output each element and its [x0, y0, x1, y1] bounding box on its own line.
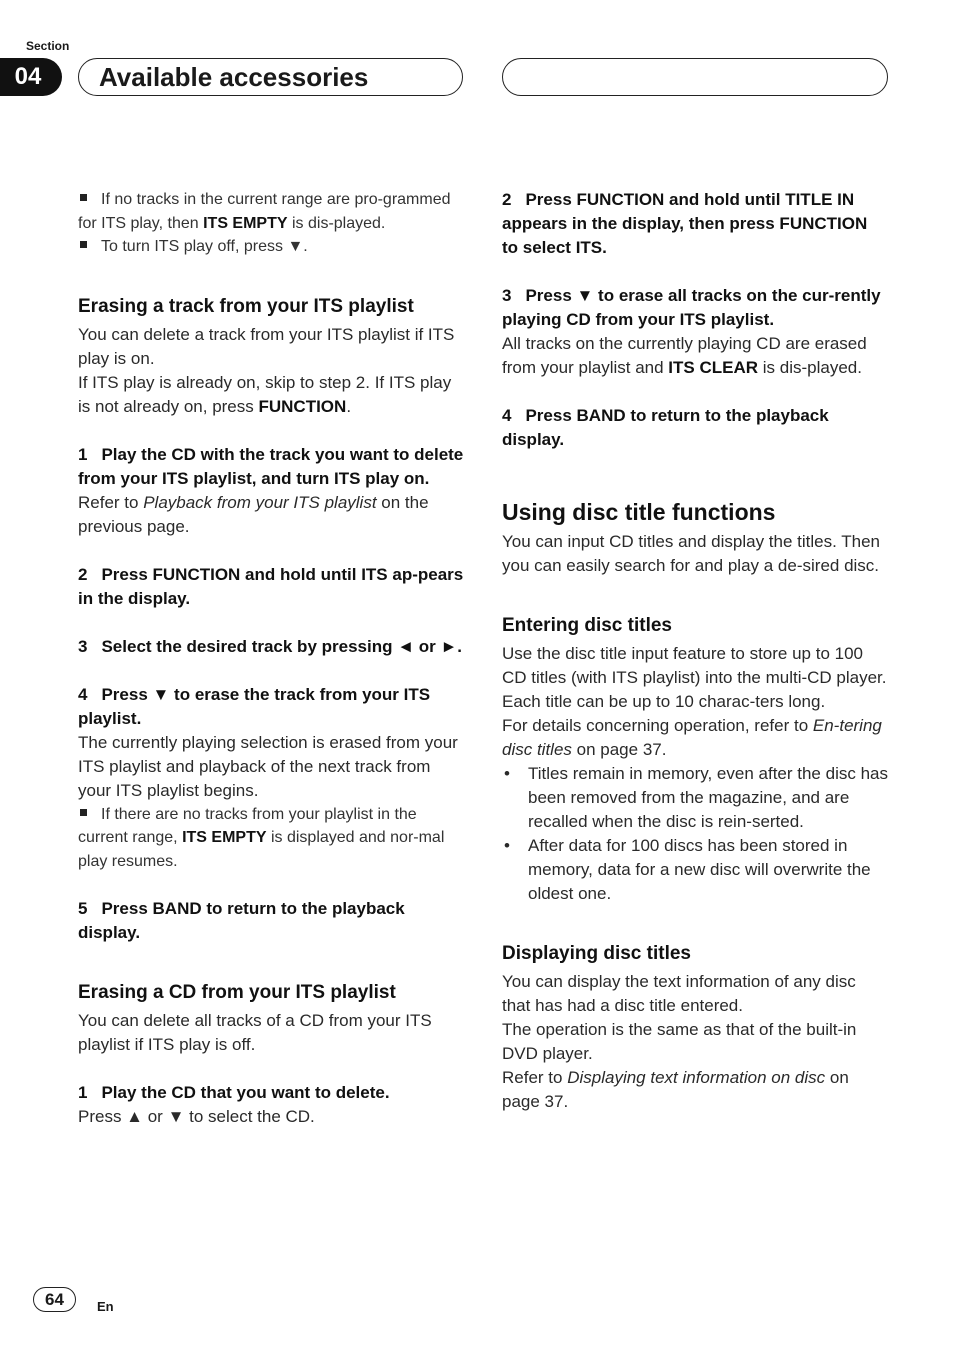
- paragraph: The operation is the same as that of the built-in DVD player.: [502, 1020, 857, 1063]
- header-blank-box: [502, 58, 888, 96]
- step-cd-3-body: All tracks on the currently playing CD are erased from your playlist and ITS CLEAR is dis-played.: [502, 334, 867, 377]
- step-1-body: Refer to Playback from your ITS playlist on the previous page.: [78, 492, 429, 536]
- step-5: 5 Press BAND to return to the playback display.: [78, 899, 405, 942]
- paragraph: Refer to Displaying text information on disc on page 37.: [502, 1068, 849, 1111]
- paragraph: You can display the text information of any disc that has had a disc title entered.: [502, 972, 856, 1015]
- step-cd-1-body: Press ▲ or ▼ to select the CD.: [78, 1107, 315, 1126]
- heading-using-disc-title: Using disc title functions: [502, 499, 776, 525]
- step-cd-2: 2 Press FUNCTION and hold until TITLE IN appears in the display, then press FUNCTION to select ITS.: [502, 190, 868, 257]
- page-title: Available accessories: [78, 58, 463, 96]
- note-its-off: To turn ITS play off, press ▼.: [78, 235, 464, 259]
- right-column: [502, 188, 888, 1114]
- paragraph: You can delete all tracks of a CD from your ITS playlist if ITS play is off.: [78, 1011, 432, 1054]
- note-its-empty: If no tracks in the current range are pro-grammed for ITS play, then ITS EMPTY is dis-played.: [78, 191, 451, 232]
- note-no-tracks: If there are no tracks from your playlist in the current range, ITS EMPTY is displayed and nor-mal play resumes.: [78, 805, 445, 870]
- language-label: En: [97, 1299, 114, 1314]
- square-bullet-icon: [80, 809, 87, 816]
- bullet-dot-icon: •: [504, 836, 510, 855]
- section-label: Section: [26, 39, 70, 53]
- heading-displaying-disc-titles: Displaying disc titles: [502, 943, 691, 964]
- step-cd-1: 1 Play the CD that you want to delete.: [78, 1083, 390, 1102]
- square-bullet-icon: [80, 194, 87, 201]
- list-item: • Titles remain in memory, even after the disc has been removed from the magazine, and are recalled when the disc is rein-serted.: [504, 764, 888, 831]
- square-bullet-icon: [80, 241, 87, 248]
- step-2: 2 Press FUNCTION and hold until ITS ap-pears in the display.: [78, 564, 464, 608]
- step-1: 1 Play the CD with the track you want to delete from your ITS playlist, and turn ITS play on.: [78, 444, 464, 488]
- bullet-dot-icon: •: [504, 764, 510, 783]
- step-cd-3: 3 Press ▼ to erase all tracks on the cur-rently playing CD from your ITS playlist.: [502, 286, 881, 329]
- section-number-tab: 04: [0, 58, 62, 96]
- step-4: 4 Press ▼ to erase the track from your ITS playlist.: [78, 684, 431, 728]
- paragraph: If ITS play is already on, skip to step 2. If ITS play is not already on, press FUNCTION.: [78, 372, 452, 416]
- list-item: • After data for 100 discs has been stored in memory, data for a new disc will overwrite the oldest one.: [504, 836, 871, 903]
- paragraph: You can input CD titles and display the titles. Then you can easily search for and play a de-sired disc.: [502, 532, 881, 575]
- left-column: [78, 188, 464, 1129]
- step-cd-4: 4 Press BAND to return to the playback display.: [502, 406, 829, 449]
- heading-entering-disc-titles: Entering disc titles: [502, 615, 672, 636]
- heading-erase-cd: Erasing a CD from your ITS playlist: [78, 982, 396, 1003]
- step-3: 3 Select the desired track by pressing ◄ or ►.: [78, 636, 463, 656]
- page-number: 64: [33, 1287, 76, 1312]
- step-4-body: The currently playing selection is erased from your ITS playlist and playback of the next track from your ITS playlist begins.: [78, 732, 458, 800]
- paragraph: Use the disc title input feature to store up to 100 CD titles (with ITS playlist) into the multi-CD player. Each title can be up to 10 charac-ters long.: [502, 644, 887, 711]
- paragraph: You can delete a track from your ITS playlist if ITS play is on.: [78, 324, 455, 368]
- heading-erase-track: Erasing a track from your ITS playlist: [78, 295, 414, 317]
- paragraph: For details concerning operation, refer to En-tering disc titles on page 37.: [502, 716, 882, 759]
